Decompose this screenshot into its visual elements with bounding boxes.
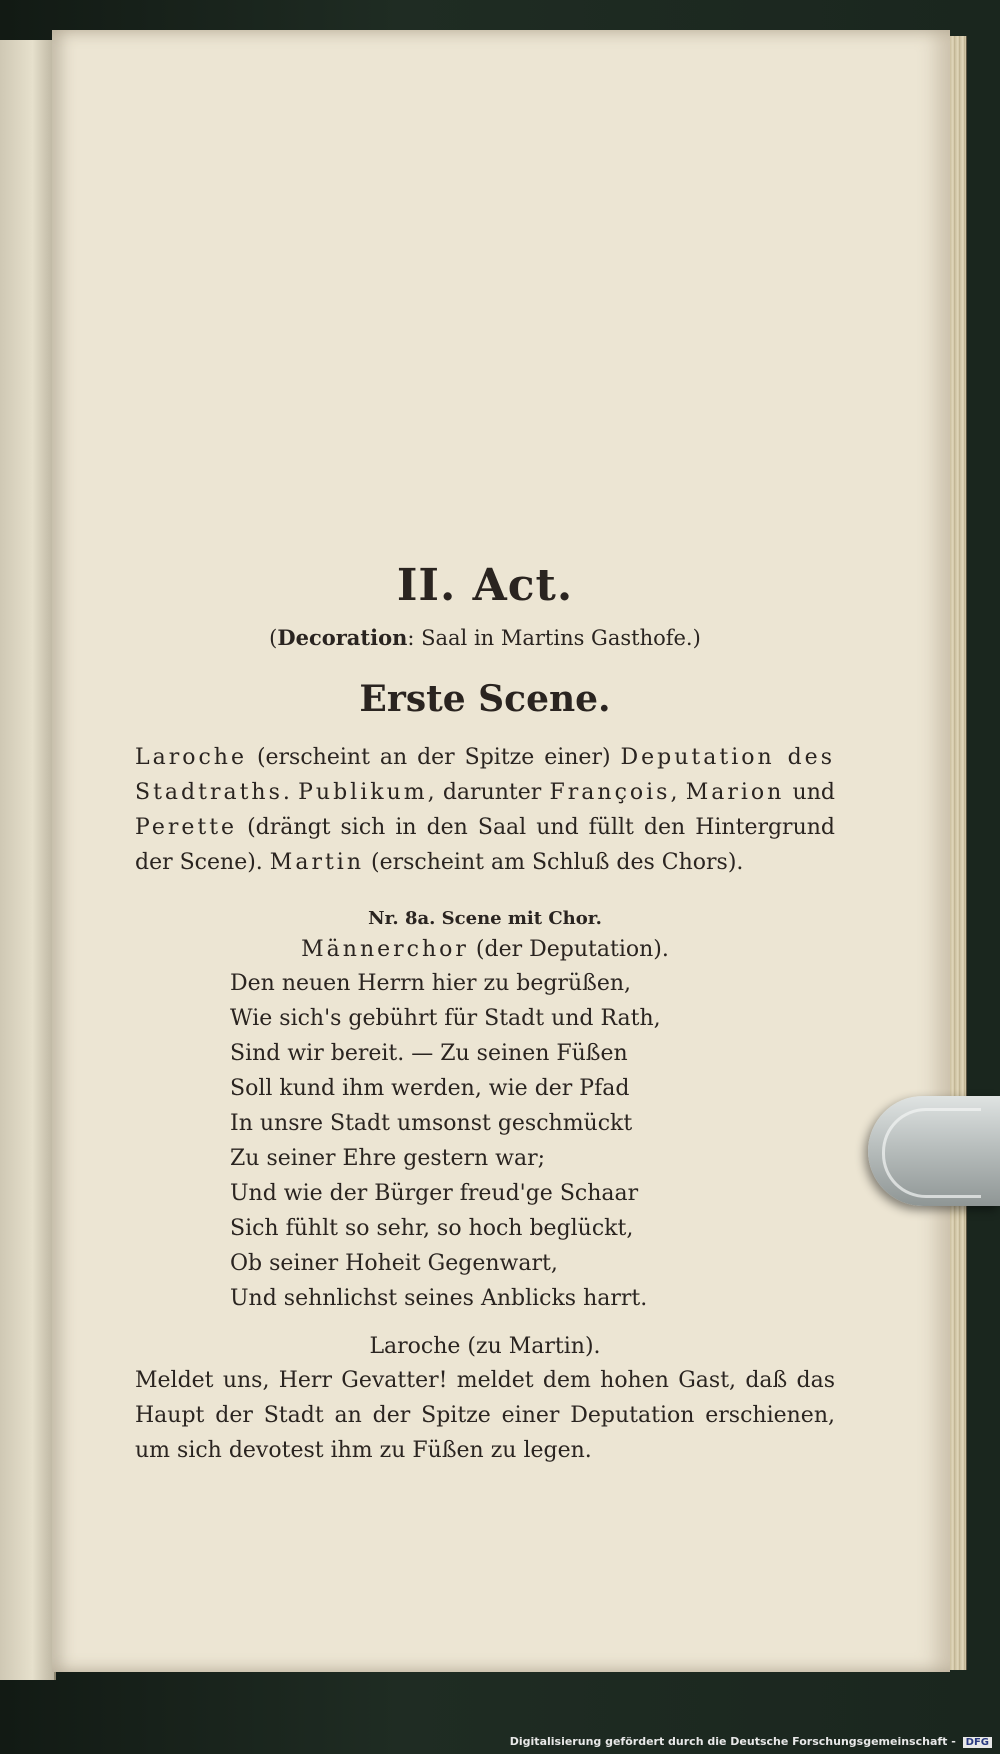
credit-text: Digitalisierung gefördert durch die Deutsche Forschungsgemeinschaft - xyxy=(509,1735,960,1748)
verse-line: Ob seiner Hoheit Gegenwart, xyxy=(230,1251,558,1276)
verse-line: Sich fühlt so sehr, so hoch beglückt, xyxy=(230,1216,634,1241)
verse-line: Und sehnlichst seines Anblicks harrt. xyxy=(230,1286,648,1311)
dfg-logo: DFG xyxy=(963,1737,992,1748)
stage-text: (drängt sich in den Saal und füllt den Hintergrund der Scene). xyxy=(135,815,835,875)
verse-line: Wie sich's gebührt für Stadt und Rath, xyxy=(230,1006,661,1031)
stage-text: und xyxy=(784,780,835,805)
decoration-close: ) xyxy=(692,626,701,650)
facing-page-edge xyxy=(0,40,56,1680)
verse-line: Sind wir bereit. — Zu seinen Füßen xyxy=(230,1041,628,1066)
speaker-name: Laroche xyxy=(369,1334,461,1359)
character-name: Deputation des Stadtraths xyxy=(135,745,835,805)
decoration-text: : Saal in Martins Gasthofe. xyxy=(407,626,693,650)
act-title: II. Act. xyxy=(396,560,574,611)
verse-line: Zu seiner Ehre gestern war; xyxy=(230,1146,546,1171)
number-heading: Nr. 8a. Scene mit Chor. xyxy=(368,908,602,929)
verse-line: Den neuen Herrn hier zu begrüßen, xyxy=(230,971,631,996)
chorus-verse xyxy=(230,966,835,1316)
stage-text: (erscheint an der Spitze einer) xyxy=(247,745,621,770)
stage-direction xyxy=(135,740,835,880)
speaker-note: (zu Martin). xyxy=(460,1334,601,1359)
stage-text: . xyxy=(282,780,299,805)
character-name: Laroche xyxy=(135,745,247,770)
character-name: Martin xyxy=(269,850,365,875)
verse-line: In unsre Stadt umsonst geschmückt xyxy=(230,1111,633,1136)
stage-text: , darunter xyxy=(427,780,550,805)
decoration-label: Decoration xyxy=(277,625,408,650)
page-content xyxy=(135,560,835,1468)
speaker-name: Männerchor xyxy=(301,937,469,962)
laroche-speech: Meldet uns, Herr Gevatter! meldet dem hohen Gast, daß das Haupt der Stadt an der Spitze einer Deputation erschienen, um sich devotest ihm zu Füßen zu legen. xyxy=(135,1368,835,1463)
speaker-note: (der Deputation). xyxy=(468,937,669,962)
character-name: Publikum xyxy=(298,780,428,805)
chorus-speaker xyxy=(135,937,835,962)
character-name: Marion xyxy=(685,780,785,805)
laroche-speaker xyxy=(135,1334,835,1359)
digitization-credit xyxy=(510,1735,992,1748)
scene-title: Erste Scene. xyxy=(359,678,611,720)
stage-text: , xyxy=(670,780,686,805)
decoration-line xyxy=(135,625,835,650)
verse-line: Und wie der Bürger freud'ge Schaar xyxy=(230,1181,639,1206)
decoration-open: ( xyxy=(269,626,278,650)
stage-text: (erscheint am Schluß des Chors). xyxy=(364,850,744,875)
character-name: François xyxy=(549,780,671,805)
verse-line: Soll kund ihm werden, wie der Pfad xyxy=(230,1076,630,1101)
page-clip xyxy=(868,1096,1000,1206)
character-name: Perette xyxy=(135,815,238,840)
